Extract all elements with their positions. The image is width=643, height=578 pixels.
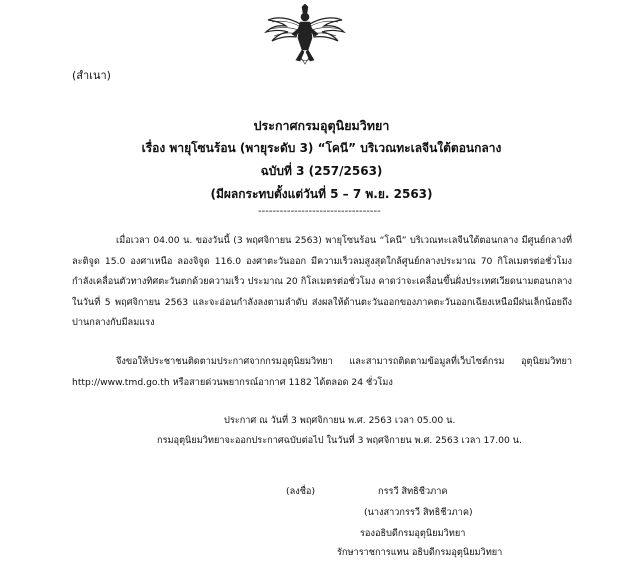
announcement-title: ประกาศกรมอุตุนิยมวิทยา — [253, 118, 390, 133]
body-paragraph-2: จึงขอให้ประชาชนติดตามประกาศจากกรมอุตุนิยมวิทยา และสามารถติดตามข้อมูลที่เว็บไซต์กรม อุตุนิยมวิทยา http://www.tmd.go.th หรือสายด่วนพยากรณ์อากาศ 1182 ได้ตลอด 24 ชั่วโมง — [72, 356, 572, 388]
garuda-emblem-icon — [262, 4, 348, 66]
divider-line: ---------------------------------- — [258, 206, 381, 217]
signature-full-name: (นางสาวกรรวี สิทธิชีวภาค) — [364, 507, 473, 518]
signature-label: (ลงชื่อ) — [286, 486, 316, 497]
next-announcement: กรมอุตุนิยมวิทยาจะออกประกาศฉบับต่อไป ในวันที่ 3 พฤศจิกายน พ.ศ. 2563 เวลา 17.00 น. — [157, 435, 522, 446]
copy-label: (สำเนา) — [72, 69, 111, 82]
signature-position-1: รองอธิบดีกรมอุตุนิยมวิทยา — [360, 528, 466, 539]
announcement-date: ประกาศ ณ วันที่ 3 พฤศจิกายน พ.ศ. 2563 เวลา 05.00 น. — [224, 415, 456, 426]
signature-position-2: รักษาราชการแทน อธิบดีกรมอุตุนิยมวิทยา — [337, 547, 503, 558]
signature-name: กรรวี สิทธิชีวภาค — [378, 486, 448, 497]
issue-number: ฉบับที่ 3 (257/2563) — [260, 164, 383, 178]
announcement-subject: เรื่อง พายุโซนร้อน (พายุระดับ 3) “โคนี” บริเวณทะเลจีนใต้ตอนกลาง — [141, 141, 502, 155]
body-paragraph-1: เมื่อเวลา 04.00 น. ของวันนี้ (3 พฤศจิกายน 2563) พายุโซนร้อน “โคนี” บริเวณทะเลจีนใต้ตอนกลาง มีศูนย์กลางที่ละติจูด 15.0 องศาเหนือ ลองจิจูด 116.0 องศาตะวันออก มีความเร็วลมสูงสุดใกล้ศูนย์กลางประมาณ 70 กิโลเมตรต่อชั่วโมง กำลังเคลื่อนตัวทางทิศตะวันตกด้วยความเร็ว ประมาณ 20 กิโลเมตรต่อชั่วโมง คาดว่าจะเคลื่อนขึ้นฝั่งประเทศเวียดนามตอนกลางในวันที่ 5 พฤศจิกายน 2563 และจะอ่อนกำลังลงตามลำดับ ส่งผลให้ด้านตะวันออกของภาคตะวันออกเฉียงเหนือมีฝนเล็กน้อยถึงปานกลางกับมีลมแรง — [72, 235, 572, 328]
effect-period: (มีผลกระทบตั้งแต่วันที่ 5 – 7 พ.ย. 2563) — [210, 187, 433, 201]
